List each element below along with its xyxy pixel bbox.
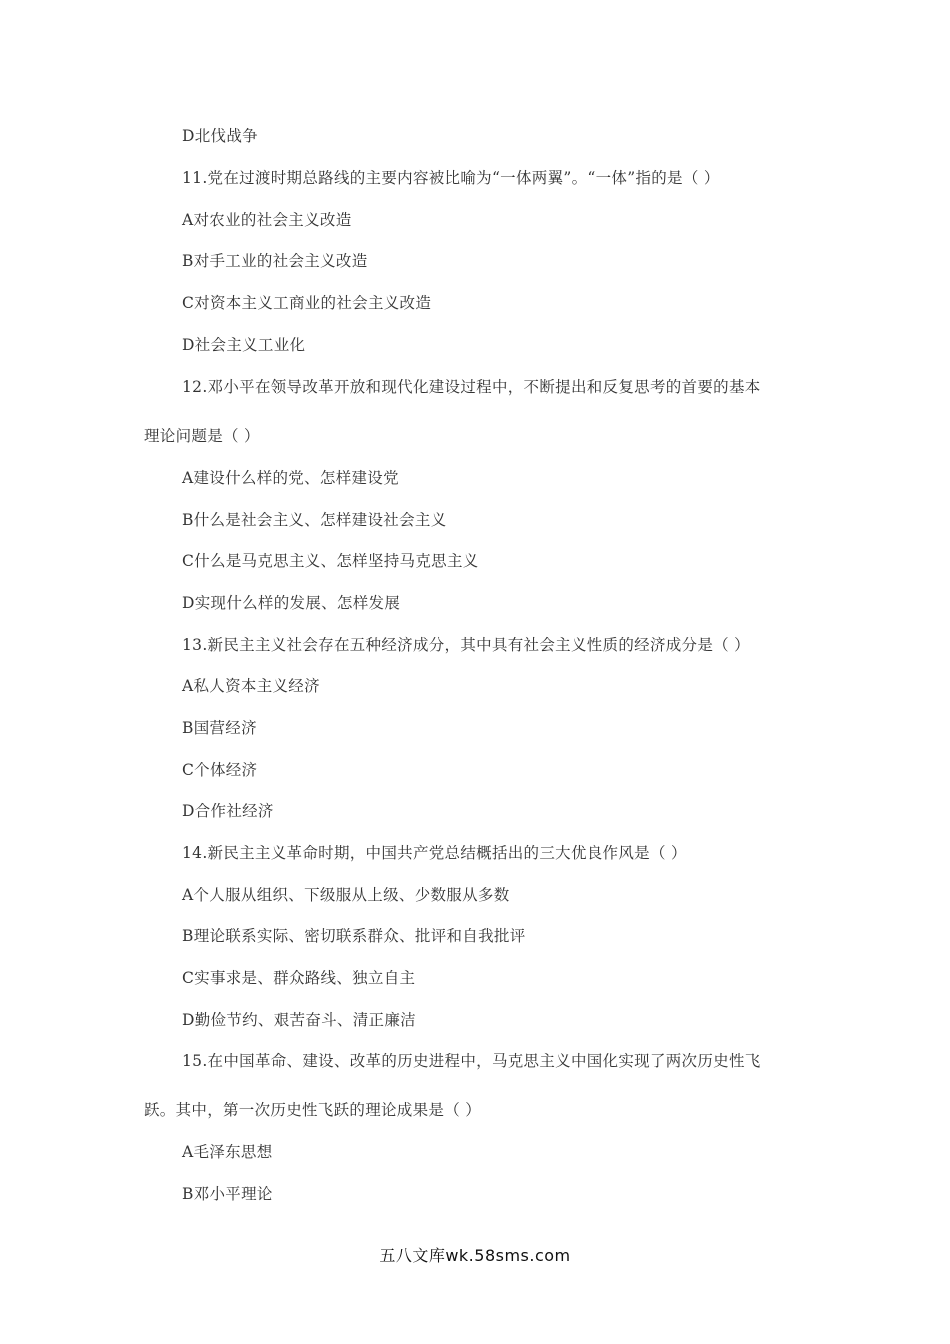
question-12-line-2: 理论问题是（ ）	[144, 427, 260, 445]
question-15-line-1: 15.在中国革命、建设、改革的历史进程中，马克思主义中国化实现了两次历史性飞	[182, 1052, 761, 1070]
option-a-q15: A毛泽东思想	[182, 1143, 273, 1161]
option-d-q11: D社会主义工业化	[182, 336, 306, 354]
option-c-q11: C对资本主义工商业的社会主义改造	[182, 294, 432, 312]
option-d-q13: D合作社经济	[182, 802, 274, 820]
question-11: 11.党在过渡时期总路线的主要内容被比喻为“一体两翼”。“一体”指的是（ ）	[182, 169, 720, 187]
option-d-q14: D勤俭节约、艰苦奋斗、清正廉洁	[182, 1011, 416, 1029]
option-a-q14: A个人服从组织、下级服从上级、少数服从多数	[182, 886, 510, 904]
option-c-q13: C个体经济	[182, 761, 258, 779]
option-d-q10: D北伐战争	[182, 127, 258, 145]
question-14: 14.新民主主义革命时期，中国共产党总结概括出的三大优良作风是（ ）	[182, 844, 687, 862]
option-b-q13: B国营经济	[182, 719, 257, 737]
option-a-q12: A建设什么样的党、怎样建设党	[182, 469, 399, 487]
option-c-q12: C什么是马克思主义、怎样坚持马克思主义	[182, 552, 479, 570]
option-c-q14: C实事求是、群众路线、独立自主	[182, 969, 416, 987]
question-15-line-2: 跃。其中，第一次历史性飞跃的理论成果是（ ）	[144, 1101, 482, 1119]
option-a-q13: A私人资本主义经济	[182, 677, 320, 695]
option-d-q12: D实现什么样的发展、怎样发展	[182, 594, 401, 612]
option-b-q12: B什么是社会主义、怎样建设社会主义	[182, 511, 447, 529]
option-b-q11: B对手工业的社会主义改造	[182, 252, 368, 270]
question-13: 13.新民主主义社会存在五种经济成分，其中具有社会主义性质的经济成分是（ ）	[182, 636, 750, 654]
option-b-q14: B理论联系实际、密切联系群众、批评和自我批评	[182, 927, 526, 945]
footer-watermark: 五八文库wk.58sms.com	[379, 1246, 571, 1265]
question-12-line-1: 12.邓小平在领导改革开放和现代化建设过程中，不断提出和反复思考的首要的基本	[182, 378, 761, 396]
option-a-q11: A对农业的社会主义改造	[182, 211, 352, 229]
option-b-q15: B邓小平理论	[182, 1185, 273, 1203]
